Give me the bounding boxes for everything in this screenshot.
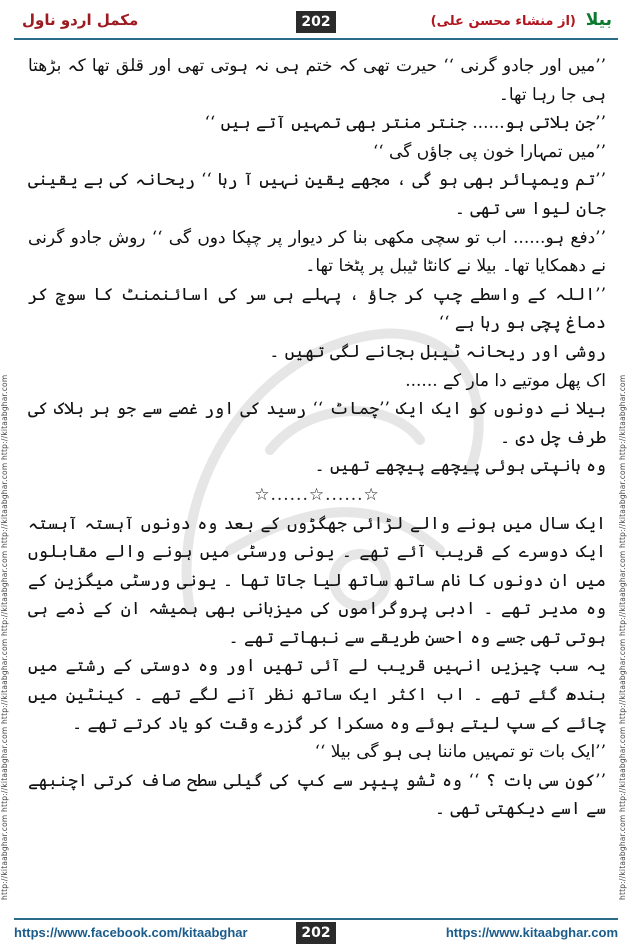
novel-title <box>431 10 612 30</box>
site-link[interactable]: https://www.kitaabghar.com <box>445 925 618 940</box>
text-line: ’’دفع ہو...... اب تو سچی مکھی بنا کر دیوار پر چپکا دوں گی ‘‘ روش جادو گرنی نے دھمکایا تھا۔ بیلا نے کانٹا ٹیبل پر پٹخا تھا۔ <box>28 227 606 277</box>
header-page-number: 202 <box>296 11 336 33</box>
paragraph: یہ سب چیزیں انہیں قریب لے آئی تھیں اور وہ دوستی کے رشتے میں بندھ گئے تھے ۔ اب اکثر ایک ساتھ نظر آنے لگے تھے ۔ کینٹین میں چائے کے سپ لیتے ہوئے وہ مسکرا کر گزرے وقت کو یاد کرتے تھے ۔ <box>28 656 606 734</box>
series-label: مکمل اردو ناول <box>22 11 139 29</box>
text-line: ’’تم ویمپائر بھی ہو گی ، مجھے یقین نہیں آ رہا ‘‘ ریحانہ کی بے یقینی جان لیوا سی تھی ۔ <box>28 170 606 219</box>
side-url-right: http://kitaabghar.com http://kitaabghar.com http://kitaabghar.com http://kitaabghar.com http://kitaabghar.com http://kitaabghar.com <box>618 374 627 900</box>
paragraph: ایک سال میں ہونے والے لڑائی جھگڑوں کے بعد وہ دونوں آہستہ آہستہ ایک دوسرے کے قریب آئے تھے ۔ یونی ورسٹی میں ہونے والے مقابلوں میں ان دونوں کا نام ساتھ ساتھ لیا جاتا تھا ۔ یونی ورسٹی میگزین کے وہ مدیر تھے ۔ ادبی پروگراموں کی میزبانی بھی ہمیشہ ان کے ذمے ہی ہوتی تھی جسے وہ احسن طریقے سے نبھاتے تھے ۔ <box>28 513 606 648</box>
author-name: (از منشاء محسن علی) <box>430 14 576 29</box>
page-header <box>14 8 618 40</box>
footer-page-number: 202 <box>296 922 336 944</box>
text-line: بیلا نے دونوں کو ایک ایک ’’چماٹ ‘‘ رسید کی اور غصے سے جو ہر بلاک کی طرف چل دی ۔ <box>28 399 606 448</box>
text-line: اک پھل موتیے دا مار کے ...... <box>405 370 606 391</box>
text-line: روشی اور ریحانہ ٹیبل بجانے لگی تھیں ۔ <box>269 341 606 362</box>
text-line: ’’ایک بات تو تمہیں ماننا ہی ہو گی بیلا ‘‘ <box>314 742 606 763</box>
text-line: ’’میں تمہارا خون پی جاؤں گی ‘‘ <box>372 141 606 162</box>
text-line: وہ ہانپتی ہوئی پیچھے پیچھے تھیں ۔ <box>314 456 606 477</box>
text-line: ’’جن بلاتی ہو...... جنتر منتر بھی تمہیں آتے ہیں ‘‘ <box>204 113 606 134</box>
side-url-left: http://kitaabghar.com http://kitaabghar.com http://kitaabghar.com http://kitaabghar.com http://kitaabghar.com http://kitaabghar.com <box>0 374 9 900</box>
text-line: ’’اللہ کے واسطے چپ کر جاؤ ، پہلے ہی سر کی اسائنمنٹ کا سوچ کر دماغ پچی ہو رہا ہے ‘‘ <box>28 284 606 334</box>
section-separator: ☆......☆......☆ <box>254 484 380 505</box>
page-footer <box>14 918 618 946</box>
page-body <box>28 52 606 824</box>
novel-title-text: بیلا <box>585 10 612 30</box>
text-line: ’’میں اور جادو گرنی ‘‘ حیرت تھی کہ ختم ہی نہ ہوتی تھی اور قلق تھا کہ بڑھتا ہی جا رہا تھا۔ <box>28 56 606 105</box>
facebook-link[interactable]: https://www.facebook.com/kitaabghar <box>14 925 248 940</box>
text-line: ’’کون سی بات ؟ ‘‘ وہ ٹشو پیپر سے کپ کی گیلی سطح صاف کرتی اچنبھے سے اسے دیکھتی تھی ۔ <box>28 770 606 820</box>
